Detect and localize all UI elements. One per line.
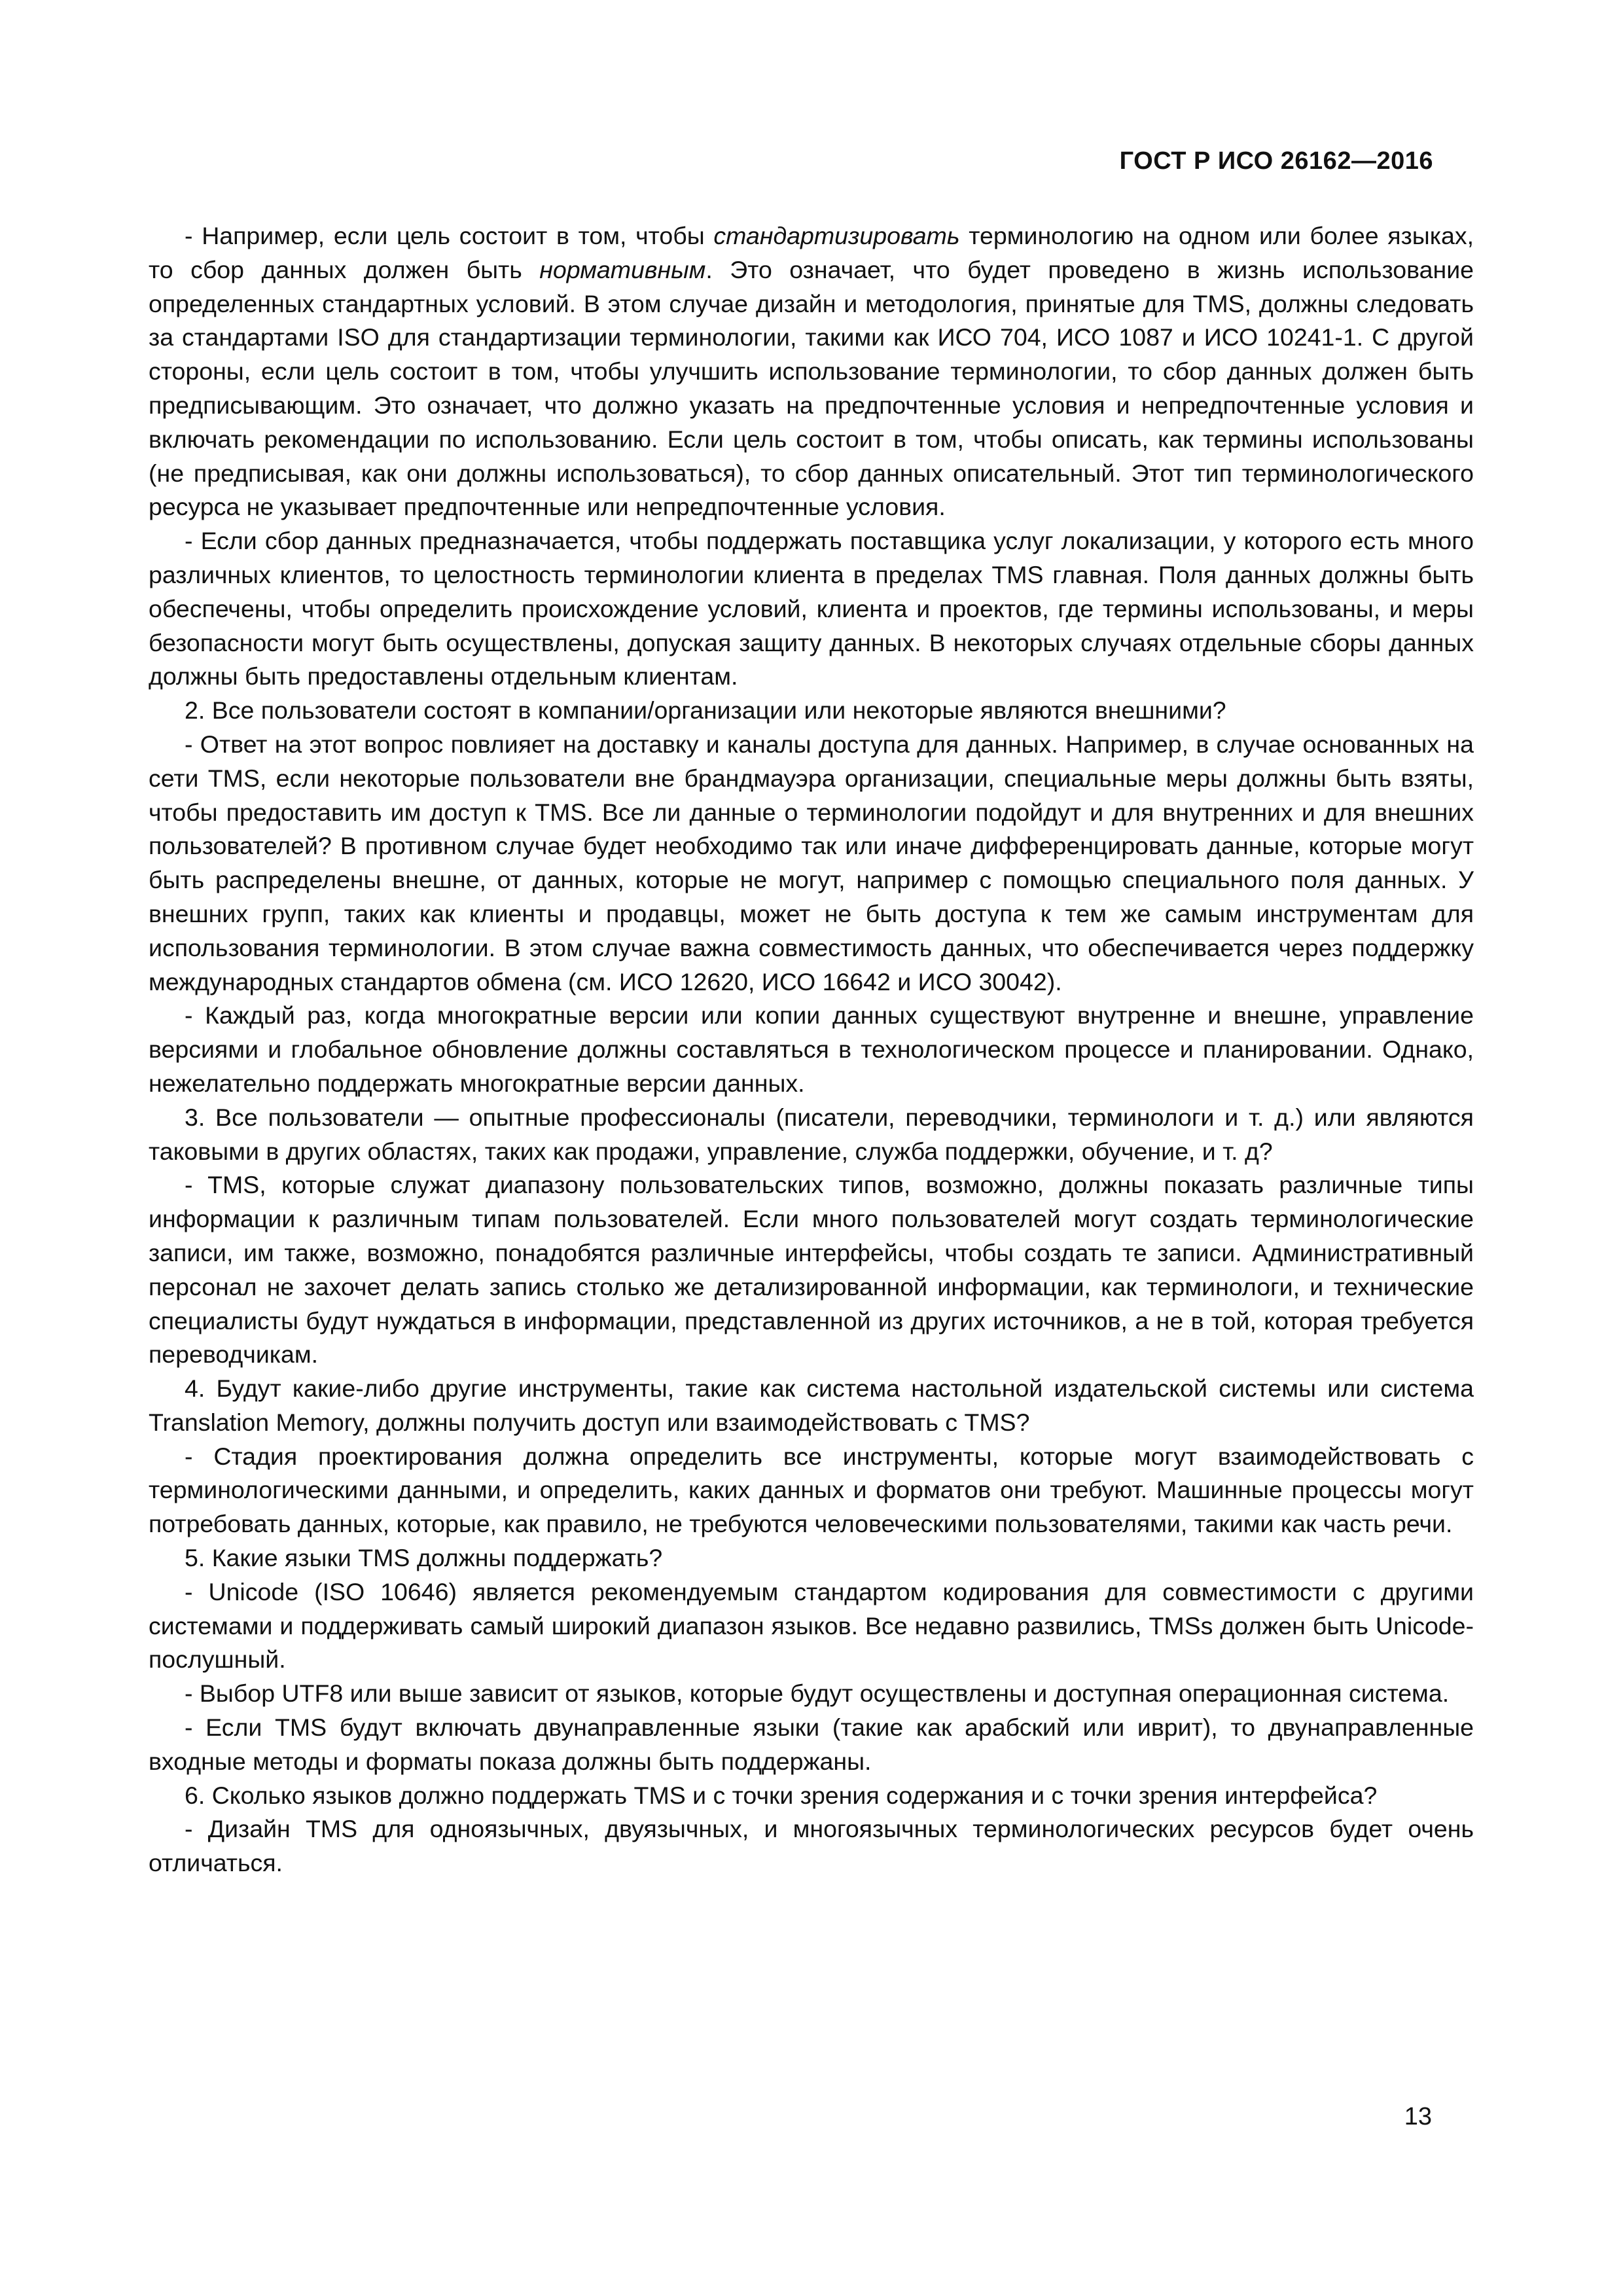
- paragraph: [149, 1812, 1474, 1880]
- paragraph-text: - Если TMS будут включать двунаправленные языки (такие как арабский или иврит), то двунаправленные входные методы и форматы показа должны быть поддержаны.: [149, 1713, 1474, 1775]
- paragraph: [149, 1101, 1474, 1169]
- paragraph-text: 4. Будут какие-либо другие инструменты, такие как система настольной издательской системы или система Translation Memory, должны получить доступ или взаимодействовать с TMS?: [149, 1374, 1474, 1436]
- paragraph: [149, 1168, 1474, 1372]
- paragraph: [149, 999, 1474, 1100]
- paragraph: [149, 1677, 1474, 1711]
- paragraph-text: . Это означает, что будет проведено в жизнь использование определенных стандартных условий. В этом случае дизайн и методология, принятые для TMS, должны следовать за стандартами ISO для стандартизации терминологии, такими как ИСО 704, ИСО 1087 и ИСО 10241-1. С другой стороны, если цель состоит в том, чтобы улучшить использование терминологии, то сбор данных должен быть предписывающим. Это означает, что должно указать на предпочтенные условия и непредпочтенные условия и включать рекомендации по использованию. Если цель состоит в том, чтобы описать, как термины использованы (не предписывая, как они должны использоваться), то сбор данных описательный. Этот тип терминологического ресурса не указывает предпочтенные или непредпочтенные условия.: [149, 255, 1474, 521]
- paragraph-text: - TMS, которые служат диапазону пользовательских типов, возможно, должны показать различные типы информации к различным типам пользователей. Если много пользователей могут создать терминологические записи, им также, возможно, понадобятся различные интерфейсы, чтобы создать те записи. Административный персонал не захочет делать запись столько же детализированной информации, как терминологи, и технические специалисты будут нуждаться в информации, представленной из других источников, а не в той, которая требуется переводчикам.: [149, 1171, 1474, 1369]
- paragraph-text: - Например, если цель состоит в том, чтобы: [185, 222, 714, 249]
- paragraph: [149, 524, 1474, 694]
- paragraph: [149, 1711, 1474, 1779]
- paragraph-text: 6. Сколько языков должно поддержать TMS и с точки зрения содержания и с точки зрения интерфейса?: [185, 1781, 1378, 1809]
- paragraph-text: - Выбор UTF8 или выше зависит от языков, которые будут осуществлены и доступная операционная система.: [185, 1679, 1450, 1708]
- page-number: 13: [1404, 2103, 1432, 2130]
- paragraph-text: - Стадия проектирования должна определить все инструменты, которые могут взаимодействовать с терминологическими данными, и определить, каких данных и форматов они требуют. Машинные процессы могут потребовать данных, которые, как правило, не требуются человеческими пользователями, такими как часть речи.: [149, 1442, 1474, 1538]
- emphasized-text: стандартизировать: [713, 222, 960, 249]
- paragraph-text: терминологию на одном или более языках, то сбор данных должен быть: [149, 222, 1474, 283]
- paragraph: [149, 1372, 1474, 1440]
- paragraph-text: 5. Какие языки TMS должны поддержать?: [185, 1544, 663, 1572]
- paragraph-text: - Ответ на этот вопрос повлияет на доставку и каналы доступа для данных. Например, в случае основанных на сети TMS, если некоторые пользователи вне брандмауэра организации, специальные меры должны быть взяты, чтобы предоставить им доступ к TMS. Все ли данные о терминологии подойдут и для внутренних и для внешних пользователей? В противном случае будет необходимо так или иначе дифференцировать данные, которые могут быть распределены внешне, от данных, которые не могут, например с помощью специального поля данных. У внешних групп, таких как клиенты и продавцы, может не быть доступа к тем же самым инструментам для использования терминологии. В этом случае важна совместимость данных, что обеспечивается через поддержку международных стандартов обмена (см. ИСО 12620, ИСО 16642 и ИСО 30042).: [149, 730, 1474, 996]
- document-body: [149, 219, 1474, 1880]
- paragraph: [149, 1440, 1474, 1541]
- paragraph: [149, 1541, 1474, 1575]
- paragraph: [149, 219, 1474, 524]
- paragraph-text: - Дизайн TMS для одноязычных, двуязычных, и многоязычных терминологических ресурсов будет очень отличаться.: [149, 1815, 1474, 1877]
- paragraph: [149, 1575, 1474, 1677]
- paragraph-text: - Unicode (ISO 10646) является рекомендуемым стандартом кодирования для совместимости с другими системами и поддерживать самый широкий диапазон языков. Все недавно развились, TMSs должен быть Unicode-послушный.: [149, 1577, 1474, 1674]
- paragraph-text: 2. Все пользователи состоят в компании/организации или некоторые являются внешними?: [185, 696, 1226, 725]
- paragraph: [149, 728, 1474, 999]
- paragraph-text: - Если сбор данных предназначается, чтобы поддержать поставщика услуг локализации, у которого есть много различных клиентов, то целостность терминологии клиента в пределах TMS главная. Поля данных должны быть обеспечены, чтобы определить происхождение условий, клиента и проектов, где термины использованы, и меры безопасности могут быть осуществлены, допуская защиту данных. В некоторых случаях отдельные сборы данных должны быть предоставлены отдельным клиентам.: [149, 527, 1474, 691]
- paragraph-text: 3. Все пользователи — опытные профессионалы (писатели, переводчики, терминологи и т. д.) или являются таковыми в других областях, таких как продажи, управление, служба поддержки, обучение, и т. д?: [149, 1103, 1474, 1165]
- paragraph: [149, 1779, 1474, 1813]
- standard-code-header: ГОСТ Р ИСО 26162—2016: [1119, 147, 1433, 175]
- paragraph-text: - Каждый раз, когда многократные версии или копии данных существуют внутренне и внешне, управление версиями и глобальное обновление должны составляться в технологическом процессе и планировании. Однако, нежелательно поддержать многократные версии данных.: [149, 1001, 1474, 1097]
- paragraph: [149, 694, 1474, 728]
- emphasized-text: нормативным: [539, 255, 706, 283]
